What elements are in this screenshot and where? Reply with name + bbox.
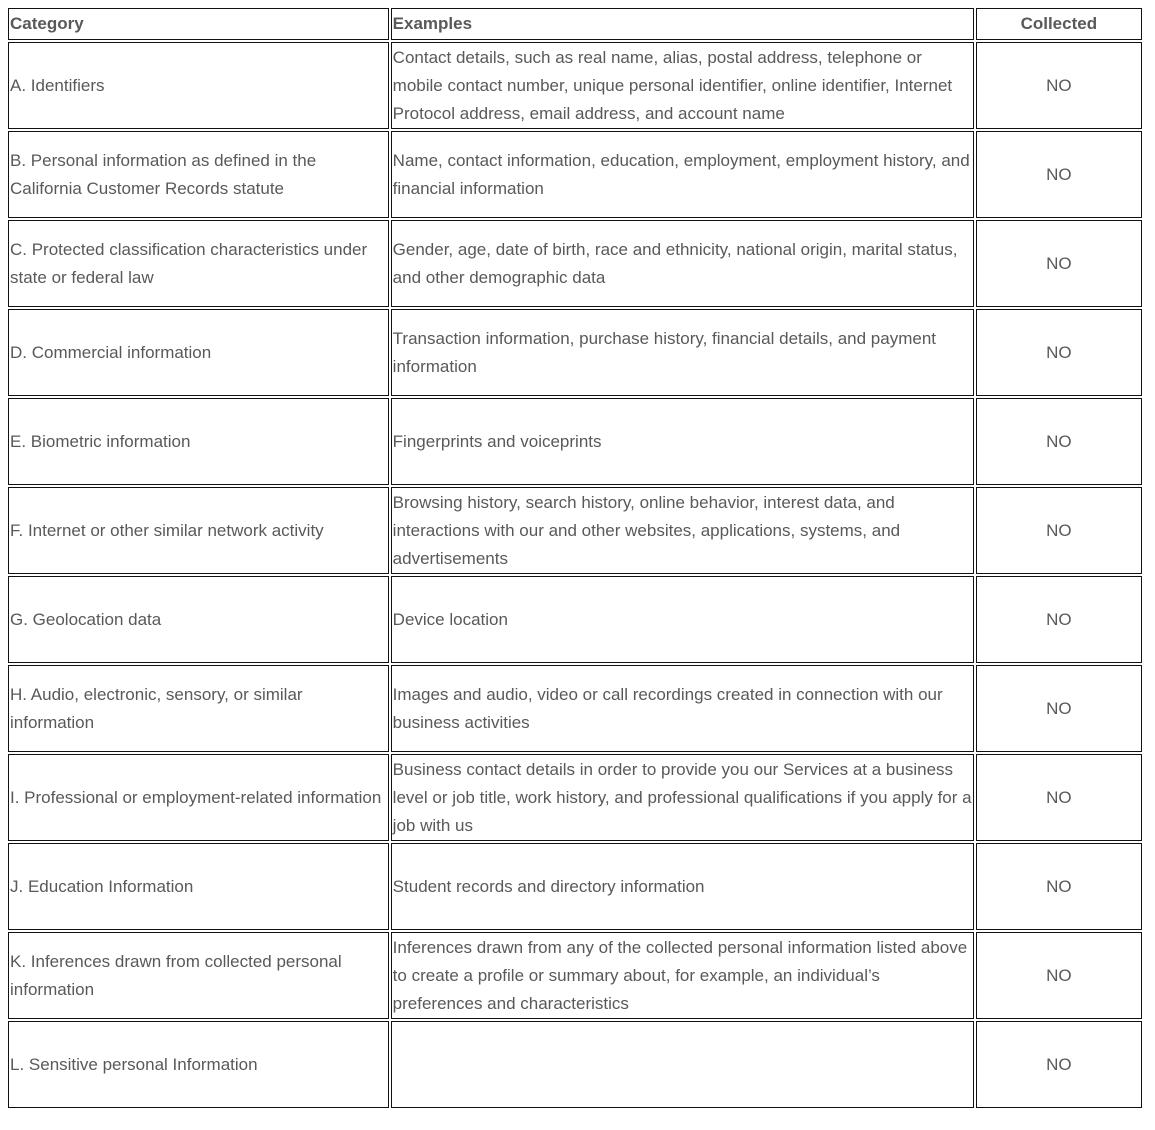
collected-cell: NO	[976, 220, 1142, 307]
examples-cell: Name, contact information, education, employment, employment history, and financial information	[391, 131, 974, 218]
table-body	[8, 42, 1142, 1108]
category-cell: J. Education Information	[8, 843, 389, 930]
category-cell: A. Identifiers	[8, 42, 389, 129]
examples-cell: Images and audio, video or call recordings created in connection with our business activities	[391, 665, 974, 752]
category-cell: G. Geolocation data	[8, 576, 389, 663]
examples-cell: Fingerprints and voiceprints	[391, 398, 974, 485]
collected-cell: NO	[976, 1021, 1142, 1108]
category-cell: F. Internet or other similar network activity	[8, 487, 389, 574]
category-cell: B. Personal information as defined in the California Customer Records statute	[8, 131, 389, 218]
examples-cell: Transaction information, purchase history, financial details, and payment information	[391, 309, 974, 396]
personal-information-categories-table	[6, 6, 1144, 1110]
table-row	[8, 754, 1142, 841]
category-cell: C. Protected classification characteristics under state or federal law	[8, 220, 389, 307]
collected-cell: NO	[976, 309, 1142, 396]
category-cell: H. Audio, electronic, sensory, or similar information	[8, 665, 389, 752]
table-row	[8, 309, 1142, 396]
table-row	[8, 42, 1142, 129]
collected-cell: NO	[976, 42, 1142, 129]
header-examples: Examples	[391, 8, 974, 40]
table-row	[8, 487, 1142, 574]
table-row	[8, 843, 1142, 930]
examples-cell: Contact details, such as real name, alias, postal address, telephone or mobile contact number, unique personal identifier, online identifier, Internet Protocol address, email address, and account name	[391, 42, 974, 129]
category-cell: D. Commercial information	[8, 309, 389, 396]
table-row	[8, 398, 1142, 485]
category-cell: L. Sensitive personal Information	[8, 1021, 389, 1108]
table-header-row	[8, 8, 1142, 40]
examples-cell: Student records and directory information	[391, 843, 974, 930]
examples-cell: Device location	[391, 576, 974, 663]
table-row	[8, 665, 1142, 752]
table-row	[8, 220, 1142, 307]
table-row	[8, 932, 1142, 1019]
examples-cell: Inferences drawn from any of the collected personal information listed above to create a profile or summary about, for example, an individual’s preferences and characteristics	[391, 932, 974, 1019]
header-category: Category	[8, 8, 389, 40]
table-row	[8, 1021, 1142, 1108]
collected-cell: NO	[976, 131, 1142, 218]
collected-cell: NO	[976, 843, 1142, 930]
collected-cell: NO	[976, 398, 1142, 485]
examples-cell: Browsing history, search history, online behavior, interest data, and interactions with our and other websites, applications, systems, and advertisements	[391, 487, 974, 574]
category-cell: I. Professional or employment-related information	[8, 754, 389, 841]
category-cell: E. Biometric information	[8, 398, 389, 485]
collected-cell: NO	[976, 576, 1142, 663]
examples-cell: Business contact details in order to provide you our Services at a business level or job title, work history, and professional qualifications if you apply for a job with us	[391, 754, 974, 841]
table-row	[8, 131, 1142, 218]
collected-cell: NO	[976, 665, 1142, 752]
examples-cell	[391, 1021, 974, 1108]
collected-cell: NO	[976, 932, 1142, 1019]
collected-cell: NO	[976, 754, 1142, 841]
category-cell: K. Inferences drawn from collected personal information	[8, 932, 389, 1019]
header-collected: Collected	[976, 8, 1142, 40]
table-row	[8, 576, 1142, 663]
examples-cell: Gender, age, date of birth, race and ethnicity, national origin, marital status, and other demographic data	[391, 220, 974, 307]
collected-cell: NO	[976, 487, 1142, 574]
